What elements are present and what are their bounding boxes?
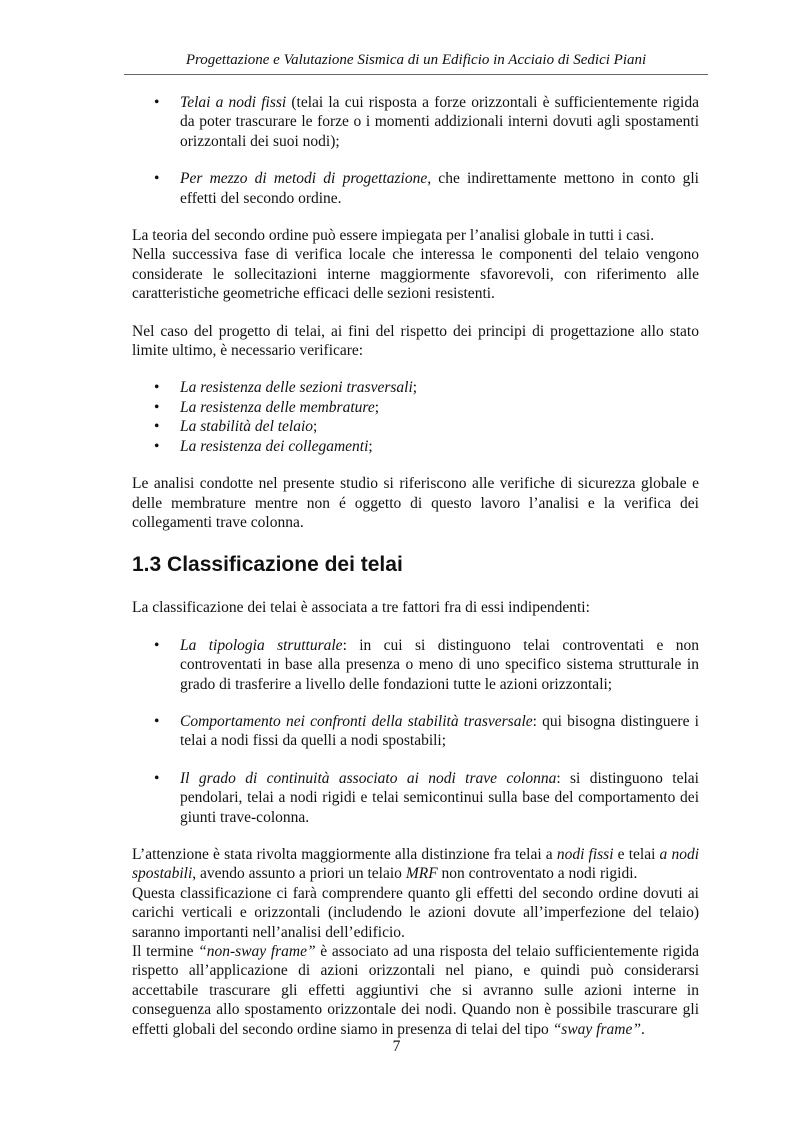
bullet-icon: • — [154, 712, 160, 730]
list-item — [132, 378, 699, 397]
list-item — [132, 769, 699, 827]
list-item-term: Il grado di continuità associato ai nodi trave colonna — [180, 769, 557, 787]
paragraph-text: . — [640, 1020, 645, 1038]
list-item-term: La tipologia strutturale — [180, 636, 343, 654]
list-item-text: ; — [313, 418, 318, 436]
paragraph-text: e telai — [613, 845, 660, 863]
emphasis: “non-sway frame” — [198, 943, 316, 960]
list-item-term: La resistenza delle membrature — [180, 398, 375, 416]
paragraph — [132, 942, 699, 1039]
bullet-icon: • — [154, 636, 160, 654]
bullet-icon: • — [154, 398, 160, 416]
list-item-term: Telai a nodi fissi — [180, 94, 287, 111]
list-item — [132, 712, 699, 751]
paragraph-text: è associato ad una risposta del telaio sufficientemente rigida rispetto all’applicazione di azioni orizzontali nel piano, e quindi può considerarsi accettabile trascurare gli effetti aggiuntivi che si avranno sulle azioni interne in conseguenza allo spostamento orizzontale dei nodi. Quando non è possibile trascurare gli effetti globali del secondo ordine siamo in presenza di telai del tipo — [132, 943, 700, 1038]
bullet-list-analysis-methods — [132, 93, 699, 208]
bullet-icon: • — [154, 437, 160, 455]
paragraph: Nel caso del progetto di telai, ai fini del rispetto dei principi di progettazione allo stato limite ultimo, è necessario verificare: — [132, 322, 699, 360]
list-item — [132, 93, 699, 151]
list-item-term: La resistenza dei collegamenti — [180, 437, 369, 455]
spacer — [132, 694, 699, 712]
list-item-text: : in cui si distinguono telai controventati e non controventati in base alla presenza o meno di uno specifico sistema strutturale in grado di trasferire a livello delle fondazioni tutte le azioni orizzontali; — [180, 636, 699, 693]
section-heading: 1.3 Classificazione dei telai — [132, 553, 403, 577]
paragraph: Questa classificazione ci farà comprendere quanto gli effetti del secondo ordine dovuti ai carichi verticali e orizzontali (includendo le azioni dovute all’imperfezione del telaio) saranno importanti nell’analisi dell’edificio. — [132, 884, 699, 941]
emphasis: MRF — [405, 865, 438, 883]
bullet-icon: • — [154, 379, 160, 397]
spacer — [132, 456, 699, 474]
list-item — [132, 169, 699, 208]
bullet-icon: • — [154, 94, 160, 111]
bullet-icon: • — [154, 769, 160, 787]
page-body — [132, 93, 699, 1039]
list-item-text: ; — [412, 379, 418, 397]
list-item-term: La stabilità del telaio — [180, 418, 314, 436]
list-item-text: , che indirettamente mettono in conto gli effetti del secondo ordine. — [180, 170, 699, 207]
list-item-term: Per mezzo di metodi di progettazione — [180, 170, 428, 188]
list-item-text: ; — [368, 437, 373, 455]
paragraph: Nella successiva fase di verifica locale che interessa le componenti del telaio vengono considerate le sollecitazioni interne maggiormente sfavorevoli, con riferimento alle caratteristiche geometriche efficaci delle sezioni resistenti. — [132, 246, 699, 303]
list-item — [132, 398, 699, 417]
list-item-text: (telai la cui risposta a forze orizzontali è sufficientemente rigida da poter trascurare le forze o i momenti addizionali interni dovuti agli spostamenti orizzontali dei suoi nodi); — [180, 94, 699, 150]
list-item-term: La resistenza delle sezioni trasversali — [180, 379, 413, 397]
header-rule — [124, 74, 708, 75]
list-item — [132, 417, 699, 436]
paragraph: Le analisi condotte nel presente studio si riferiscono alle verifiche di sicurezza globale e delle membrature mentre non é oggetto di questo lavoro l’analisi e la verifica dei collegamenti trave colonna. — [132, 475, 699, 531]
bullet-list-verifications — [132, 378, 699, 456]
emphasis: nodi fissi — [556, 845, 614, 863]
paragraph-text: , avendo assunto a priori un telaio — [192, 865, 406, 883]
paragraph: La classificazione dei telai è associata a tre fattori fra di essi indipendenti: — [132, 599, 590, 617]
spacer — [132, 532, 699, 552]
bullet-icon: • — [154, 170, 160, 188]
paragraph-text: Il termine — [132, 943, 199, 960]
spacer — [132, 827, 699, 845]
spacer — [132, 151, 699, 169]
bullet-icon: • — [154, 418, 160, 436]
spacer — [132, 304, 699, 322]
spacer — [132, 618, 699, 636]
paragraph-text: L’attenzione è stata rivolta maggiormente alla distinzione fra telai a — [132, 845, 557, 863]
list-item-text: : qui bisogna distinguere i telai a nodi fissi da quelli a nodi spostabili; — [180, 712, 699, 750]
emphasis: “sway frame” — [552, 1020, 641, 1038]
list-item-text: ; — [374, 398, 380, 416]
running-header: Progettazione e Valutazione Sismica di un Edificio in Acciaio di Sedici Piani — [185, 52, 647, 68]
emphasis: a nodi spostabili — [132, 845, 700, 883]
paragraph-text: non controventato a nodi rigidi. — [437, 865, 638, 883]
spacer — [132, 360, 699, 378]
spacer — [132, 208, 699, 226]
paragraph: La teoria del secondo ordine può essere impiegata per l’analisi globale in tutti i casi. — [132, 227, 655, 245]
spacer — [132, 751, 699, 769]
list-item-text: : si distinguono telai pendolari, telai a nodi rigidi e telai semicontinui sulla base del comportamento dei giunti trave-colonna. — [180, 769, 699, 826]
bullet-list-classification-factors — [132, 636, 699, 827]
paragraph — [132, 845, 699, 884]
list-item-term: Comportamento nei confronti della stabilità trasversale — [180, 712, 533, 730]
page-number: 7 — [392, 1038, 401, 1055]
list-item — [132, 636, 699, 694]
spacer — [132, 578, 699, 598]
list-item — [132, 437, 699, 456]
